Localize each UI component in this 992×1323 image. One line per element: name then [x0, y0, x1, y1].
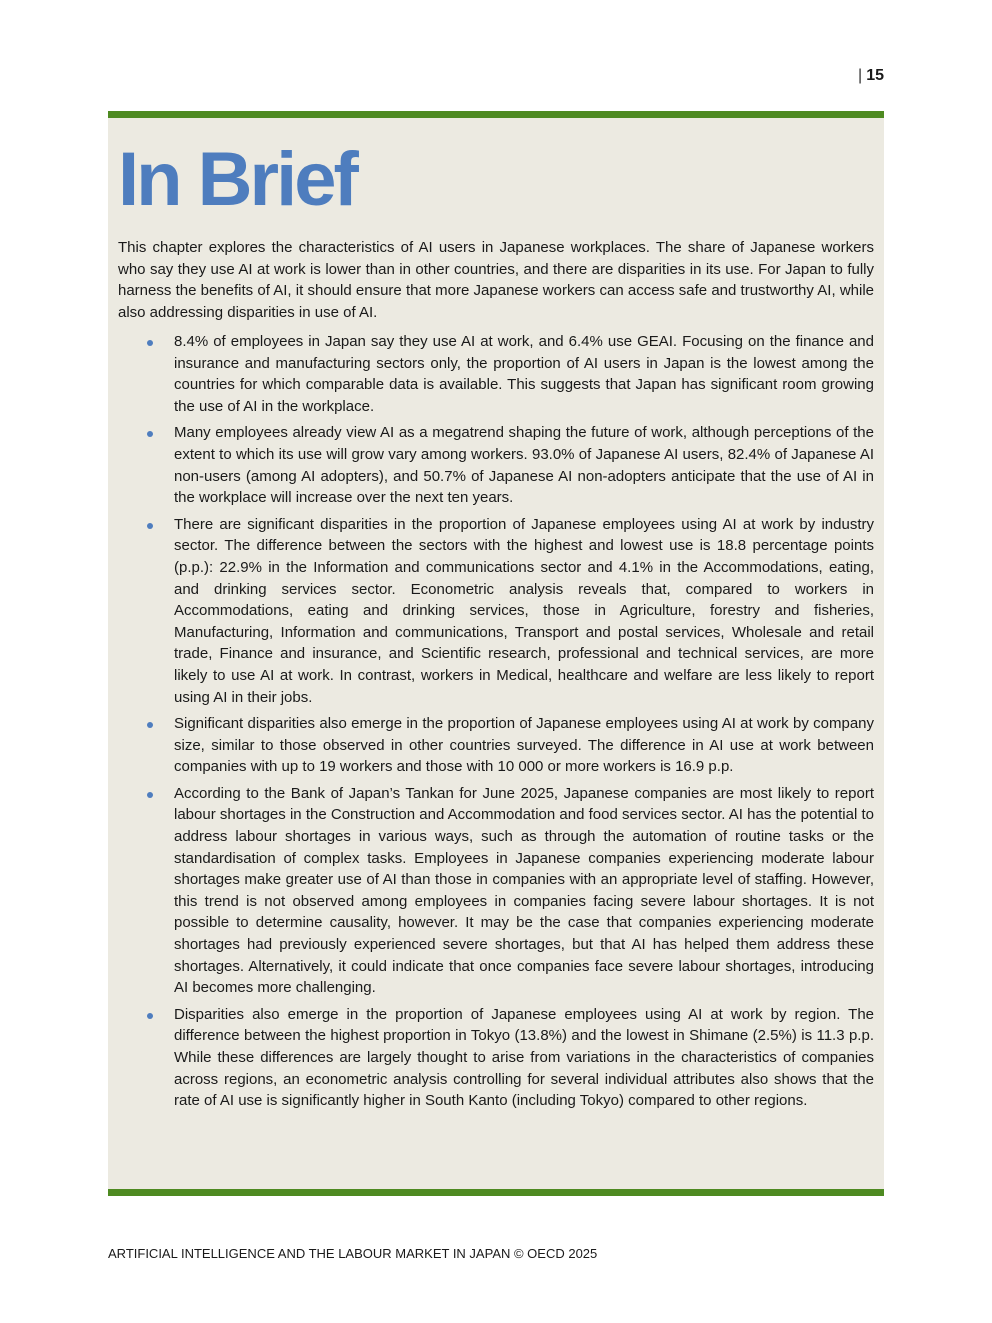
bullet-item	[108, 783, 874, 999]
bullet-dot-icon	[147, 431, 153, 437]
page-number	[820, 66, 884, 86]
bullet-dot-icon	[147, 340, 153, 346]
bullet-text: According to the Bank of Japan’s Tankan for June 2025, Japanese companies are most likely to report labour shortages in the Construction and Accommodation and food services sector. AI has the potential to address labour shortages in various ways, such as through the automation of routine tasks or the standardisation of complex tasks. Employees in Japanese companies experiencing moderate labour shortages make greater use of AI than those in companies with an appropriate level of staffing. However, this trend is not observed among employees in companies facing severe labour shortages. It is not possible to determine causality, however. It may be the case that companies experiencing moderate shortages had previously experienced severe shortages, but that AI has helped them address these shortages. Alternatively, it could indicate that once companies face severe labour shortages, introducing AI becomes more challenging.	[174, 784, 874, 997]
bullet-item	[108, 331, 874, 417]
bullet-item	[108, 514, 874, 708]
brief-intro: This chapter explores the characteristics of AI users in Japanese workplaces. The share of Japanese workers who say they use AI at work is lower than in other countries, and there are disparities in its use. For Japan to fully harness the benefits of AI, it should ensure that more Japanese workers can access safe and trustworthy AI, while also addressing disparities in use of AI.	[118, 239, 874, 321]
bullet-item	[108, 1004, 874, 1112]
bullet-dot-icon	[147, 1013, 153, 1019]
bullet-text: There are significant disparities in the proportion of Japanese employees using AI at work by industry sector. The difference between the sectors with the highest and lowest use is 18.8 percentage points (p.p.): 22.9% in the Information and communications sector and 4.1% in the Accommodations, eating, and drinking services sector. Econometric analysis reveals that, compared to workers in Accommodations, eating and drinking services, those in Agriculture, forestry and fisheries, Manufacturing, Information and communications, Transport and postal services, Wholesale and retail trade, Finance and insurance, and Scientific research, professional and technical services, are more likely to use AI at work. In contrast, workers in Medical, healthcare and welfare are less likely to report using AI in their jobs.	[174, 515, 874, 706]
bullet-text: 8.4% of employees in Japan say they use AI at work, and 6.4% use GEAI. Focusing on the finance and insurance and manufacturing sectors only, the proportion of AI users in Japan is the lowest among the countries for which comparable data is available. This suggests that Japan has significant room growing the use of AI in the workplace.	[174, 333, 874, 415]
brief-title: In Brief	[118, 137, 356, 222]
bullet-dot-icon	[147, 523, 153, 529]
page-number-separator: |	[858, 67, 863, 84]
bullet-dot-icon	[147, 722, 153, 728]
brief-bullet-list	[108, 331, 874, 1117]
page-footer: ARTIFICIAL INTELLIGENCE AND THE LABOUR MARKET IN JAPAN © OECD 2025	[108, 1246, 598, 1261]
bullet-item	[108, 422, 874, 508]
bullet-dot-icon	[147, 792, 153, 798]
in-brief-box	[108, 111, 884, 1196]
page-number-value: 15	[866, 67, 884, 84]
bullet-text: Many employees already view AI as a megatrend shaping the future of work, although perceptions of the extent to which its use will grow vary among workers. 93.0% of Japanese AI users, 82.4% of Japanese AI non-users (among AI adopters), and 50.7% of Japanese AI non-adopters anticipate that the use of AI in the workplace will increase over the next ten years.	[174, 424, 874, 507]
bullet-text: Significant disparities also emerge in the proportion of Japanese employees using AI at work by company size, similar to those observed in other countries surveyed. The difference in AI use at work between companies with up to 19 workers and those with 10 000 or more workers is 16.9 p.p.	[174, 715, 874, 776]
bullet-text: Disparities also emerge in the proportion of Japanese employees using AI at work by region. The difference between the highest proportion in Tokyo (13.8%) and the lowest in Shimane (2.5%) is 11.3 p.p. While these differences are largely thought to arise from variations in the characteristics of companies across regions, an econometric analysis controlling for several individual attributes also shows that the rate of AI use is significantly higher in South Kanto (including Tokyo) compared to other regions.	[174, 1005, 874, 1110]
bullet-item	[108, 713, 874, 778]
